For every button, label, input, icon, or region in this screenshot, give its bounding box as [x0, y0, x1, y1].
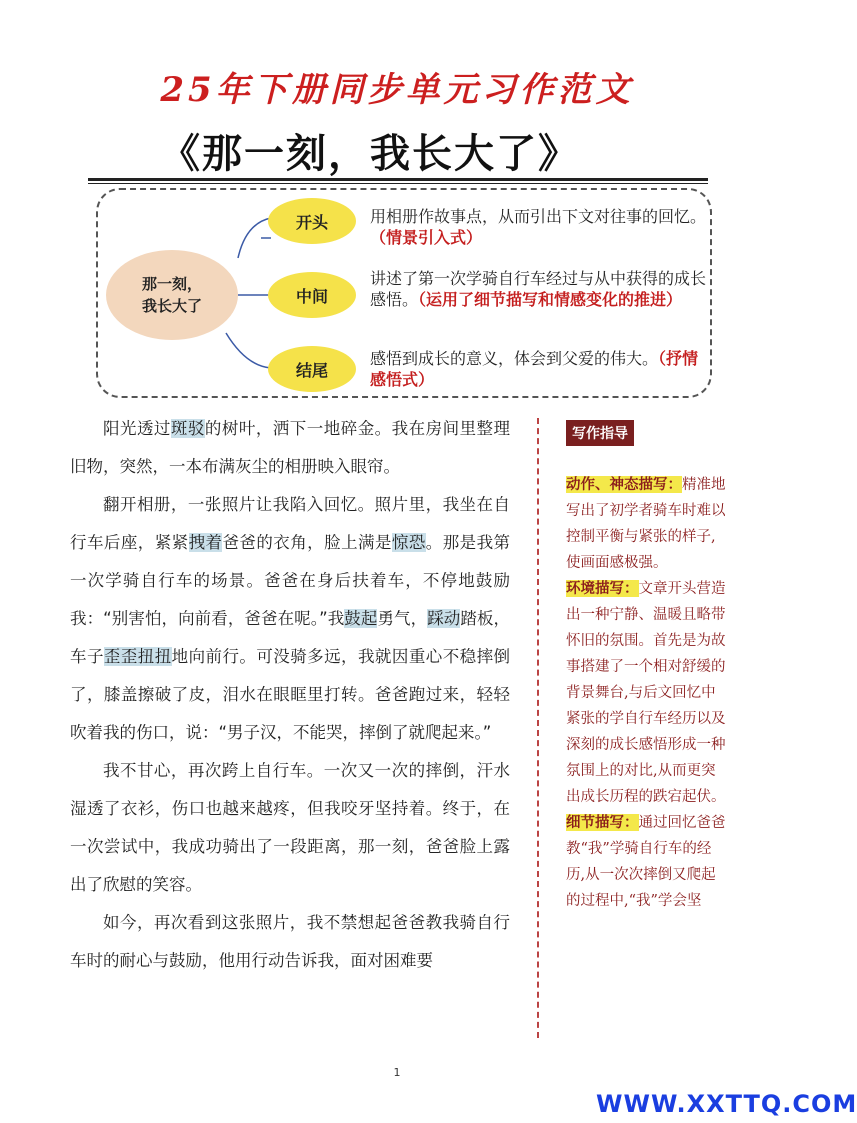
title-divider-thin [88, 183, 708, 184]
site-watermark[interactable]: WWW.XXTTQ.COM [596, 1090, 857, 1118]
essay-title: 《那一刻，我长大了》 [160, 130, 580, 177]
node-opening: 开头 [268, 198, 356, 244]
node-middle: 中间 [268, 272, 356, 318]
essay-paragraph-1: 阳光透过斑驳的树叶，洒下一地碎金。我在房间里整理旧物，突然，一本布满灰尘的相册映入眼帘。 [70, 419, 511, 476]
node-middle-text: 讲述了第一次学骑自行车经过与从中获得的成长感悟。（运用了细节描写和情感变化的推进） [370, 269, 707, 309]
center-line-2: 我长大了 [141, 297, 202, 315]
guide-item: 动作、神态描写：精准地写出了初学者骑车时难以控制平衡与紧张的样子,使画面感极强。 [566, 476, 726, 571]
writing-guide-tag: 写作指导 [566, 420, 634, 446]
writing-guide-notes [566, 472, 728, 914]
essay-paragraph-2: 翻开相册，一张照片让我陷入回忆。照片里，我坐在自行车后座，紧紧拽着爸爸的衣角，脸上满是惊恐。那是我第一次学骑自行车的场景。爸爸在身后扶着车，不停地鼓励我：“别害怕，向前看，爸爸在呢。”我鼓起勇气，踩动踏板，车子歪歪扭扭地向前行。可没骑多远，我就因重心不稳摔倒了，膝盖擦破了皮，泪水在眼眶里打转。爸爸跑过来，轻轻吹着我的伤口，说：“男子汉，不能哭，摔倒了就爬起来。” [70, 495, 511, 742]
sidebar-divider [537, 418, 539, 1038]
essay-body [70, 410, 510, 980]
guide-item: 环境描写：文章开头营造出一种宁静、温暖且略带怀旧的氛围。首先是为故事搭建了一个相对舒缓的背景舞台,与后文回忆中紧张的学自行车经历以及深刻的成长感悟形成一种氛围上的对比,从而更突出成长历程的跌宕起伏。 [566, 580, 726, 805]
center-line-1: 那一刻， [141, 275, 202, 293]
document-title: 25年下册同步单元习作范文 [160, 70, 634, 110]
page-number: 1 [393, 1066, 401, 1079]
node-ending: 结尾 [268, 346, 356, 392]
node-opening-text: 用相册作故事点，从而引出下文对往事的回忆。（情景引入式） [370, 207, 707, 247]
title-divider [88, 178, 708, 181]
essay-paragraph-3: 我不甘心，再次跨上自行车。一次又一次的摔倒，汗水湿透了衣衫，伤口也越来越疼，但我咬牙坚持着。终于，在一次尝试中，我成功骑出了一段距离，那一刻，爸爸脸上露出了欣慰的笑容。 [70, 761, 510, 894]
node-ending-text: 感悟到成长的意义，体会到父爱的伟大。（抒情感悟式） [370, 349, 699, 389]
essay-paragraph-4: 如今，再次看到这张照片，我不禁想起爸爸教我骑自行车时的耐心与鼓励，他用行动告诉我，面对困难要 [70, 913, 510, 970]
guide-item: 细节描写：通过回忆爸爸教“我”学骑自行车的经历,从一次次摔倒又爬起的过程中,“我”学会坚 [566, 814, 726, 909]
mind-map-center [106, 250, 238, 340]
